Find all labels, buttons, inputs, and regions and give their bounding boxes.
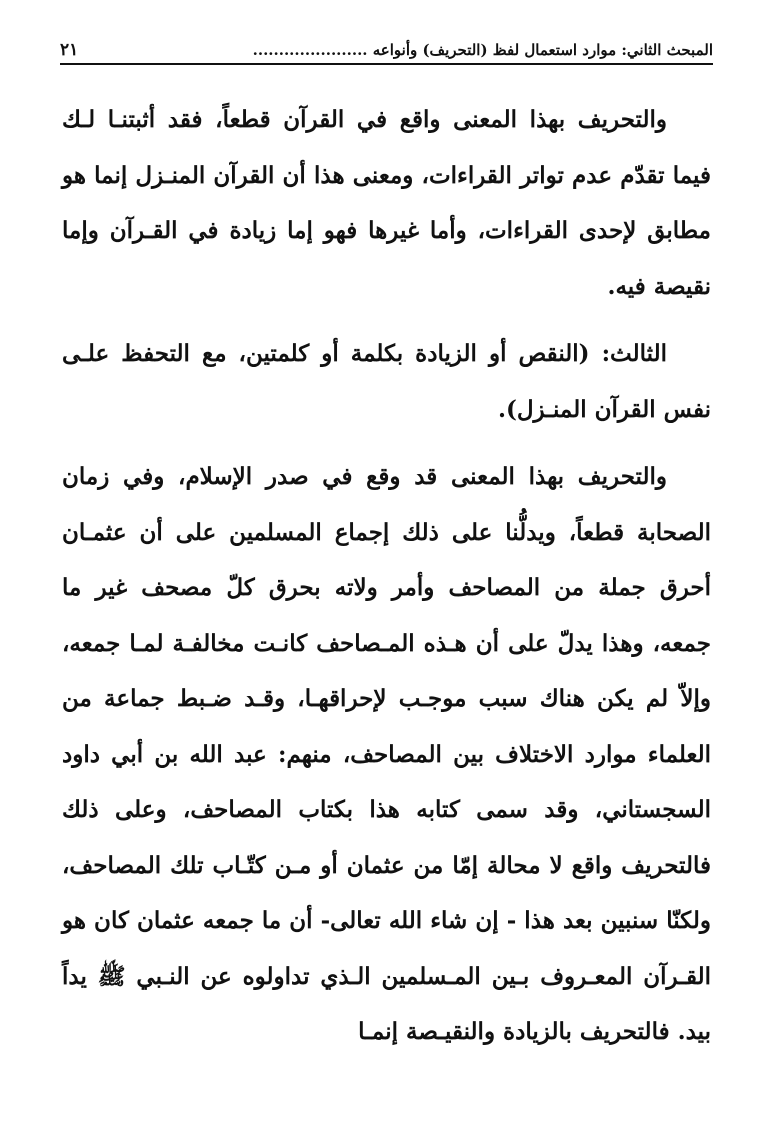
body-text [62,92,711,1060]
page-number: ٢١ [60,40,79,60]
running-header-title: المبحث الثاني: موارد استعمال لفظ (التحريف) وأنواعه ...................... [252,41,713,59]
paragraph: الثالث: (النقص أو الزيادة بكلمة أو كلمتين، مع التحفظ علـى نفس القرآن المنـزل). [62,340,711,423]
running-header [60,34,713,60]
paragraph: والتحريف بهذا المعنى واقع في القرآن قطعاً، فقد أثبتنـا لـك فيما تقدّم عدم تواتر القراءات، ومعنى هذا أن القرآن المنـزل إنما هو مطابق لإحدى القراءات، وأما غيرها فهو إما زيادة في القـرآن وإما نقيصة فيه. [62,106,711,300]
paragraph: والتحريف بهذا المعنى قد وقع في صدر الإسلام، وفي زمان الصحابة قطعاً، ويدلُّنا على ذلك إجماع المسلمين على أن عثمـان أحرق جملة من المصاحف وأمر ولاته بحرق كلّ مصحف غير ما جمعه، وهذا يدلّ على أن هـذه المـصاحف كانـت مخالفـة لمـا جمعه، وإلاّ لم يكن هناك سبب موجـب لإحراقهـا، وقـد ضـبط جماعة من العلماء موارد الاختلاف بين المصاحف، منهم: عبد الله بن أبي داود السجستاني، وقد سمى كتابه هذا بكتاب المصاحف، وعلى ذلك فالتحريف واقع لا محالة إمّا من عثمان أو مـن كتّـاب تلك المصاحف، ولكنّا سنبين بعد هذا - إن شاء الله تعالى- أن ما جمعه عثمان كان هو القـرآن المعـروف بـين المـسلمين الـذي تداولوه عن النـبي ﷺ يداً بيد. فالتحريف بالزيادة والنقيـصة إنمـا [62,463,711,1045]
header-rule [60,63,713,65]
